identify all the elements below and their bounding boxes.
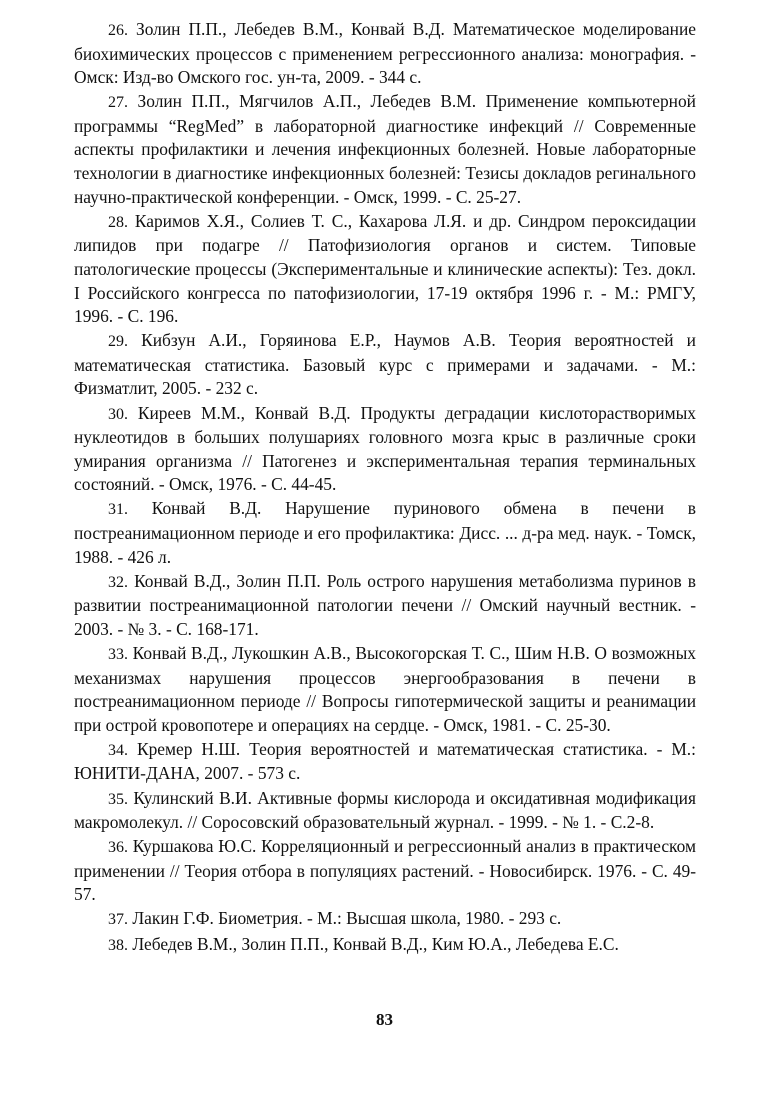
reference-number: 36. xyxy=(108,839,128,857)
reference-number: 26. xyxy=(108,22,128,39)
reference-number: 37. xyxy=(108,911,128,929)
reference-text: Золин П.П., Лебедев В.М., Конвай В.Д. Математическое моделирование биохимических процессов с применением регрессионного анализа: монография. - Омск: Изд-во Омского гос. ун-та, 2009. - 344 с. xyxy=(74,19,696,88)
reference-item xyxy=(74,90,696,209)
reference-number: 34. xyxy=(108,741,128,759)
reference-item xyxy=(74,933,696,958)
reference-text: Конвай В.Д., Лукошкин А.В., Высокогорская Т. С., Шим Н.В. О возможных механизмах нарушения процессов энергообразования в печени в постреанимационном периоде // Вопросы гипотермической защиты и реанимации при острой кровопотере и операциях на сердце. - Омск, 1981. - С. 25-30. xyxy=(74,642,696,735)
reference-text: Кулинский В.И. Активные формы кислорода и оксидативная модификация макромолекул. // Соросовский образовательный журнал. - 1999. - № 1. - С.2-8. xyxy=(74,787,696,833)
reference-text: Кибзун А.И., Горяинова Е.Р., Наумов А.В. Теория вероятностей и математическая статистика. Базовый курс с примерами и задачами. - М.: Физматлит, 2005. - 232 с. xyxy=(74,330,696,399)
reference-item xyxy=(74,18,696,90)
reference-item xyxy=(74,787,696,835)
reference-number: 28. xyxy=(108,213,128,231)
reference-number: 32. xyxy=(108,573,128,591)
reference-number: 30. xyxy=(108,405,128,423)
reference-text: Куршакова Ю.С. Корреляционный и регрессионный анализ в практическом применении // Теория отбора в популяциях растений. - Новосибирск. 1976. - С. 49-57. xyxy=(74,836,696,905)
reference-text: Конвай В.Д. Нарушение пуринового обмена в печени в постреанимационном периоде и его профилактика: Дисс. ... д-ра мед. наук. - Томск, 1988. - 426 л. xyxy=(74,498,696,567)
reference-item xyxy=(74,835,696,907)
reference-item xyxy=(74,907,696,932)
reference-number: 27. xyxy=(108,94,128,112)
page-number: 83 xyxy=(376,1010,393,1029)
reference-text: Лебедев В.М., Золин П.П., Конвай В.Д., Ким Ю.А., Лебедева Е.С. xyxy=(132,933,619,954)
reference-text: Золин П.П., Мягчилов А.П., Лебедев В.М. Применение компьютерной программы “RegMed” в лабораторной диагностике инфекций // Современные аспекты профилактики и лечения инфекционных болезней. Новые лабораторные технологии в диагностике инфекционных болезней: Тезисы докладов регинального научно-практической конференции. - Омск, 1999. - С. 25-27. xyxy=(74,91,696,207)
reference-number: 29. xyxy=(108,333,128,351)
reference-item xyxy=(74,738,696,786)
reference-item xyxy=(74,497,696,569)
reference-list xyxy=(74,18,696,958)
reference-number: 35. xyxy=(108,790,128,808)
reference-number: 33. xyxy=(108,645,128,663)
reference-item xyxy=(74,570,696,642)
reference-text: Каримов Х.Я., Солиев Т. С., Кахарова Л.Я. и др. Синдром пероксидации липидов при подагре // Патофизиология органов и систем. Типовые патологические процессы (Экспериментальные и клинические аспекты): Тез. докл. I Российского конгресса по патофизиологии, 17-19 октября 1996 г. - М.: РМГУ, 1996. - С. 196. xyxy=(74,210,696,327)
reference-text: Лакин Г.Ф. Биометрия. - М.: Высшая школа, 1980. - 293 с. xyxy=(132,908,562,929)
reference-item xyxy=(74,329,696,401)
reference-item xyxy=(74,402,696,497)
reference-item xyxy=(74,210,696,329)
reference-text: Кремер Н.Ш. Теория вероятностей и математическая статистика. - М.: ЮНИТИ-ДАНА, 2007. - 573 с. xyxy=(74,738,696,784)
reference-item xyxy=(74,642,696,737)
reference-text: Конвай В.Д., Золин П.П. Роль острого нарушения метаболизма пуринов в развитии постреанимационной патологии печени // Омский научный вестник. - 2003. - № 3. - С. 168-171. xyxy=(74,570,696,639)
reference-text: Киреев М.М., Конвай В.Д. Продукты деградации кислоторастворимых нуклеотидов в больших полушариях головного мозга крыс в различные сроки умирания организма // Патогенез и экспериментальная терапия терминальных состояний. - Омск, 1976. - С. 44-45. xyxy=(74,402,696,495)
reference-number: 38. xyxy=(108,936,128,954)
reference-number: 31. xyxy=(108,501,128,519)
